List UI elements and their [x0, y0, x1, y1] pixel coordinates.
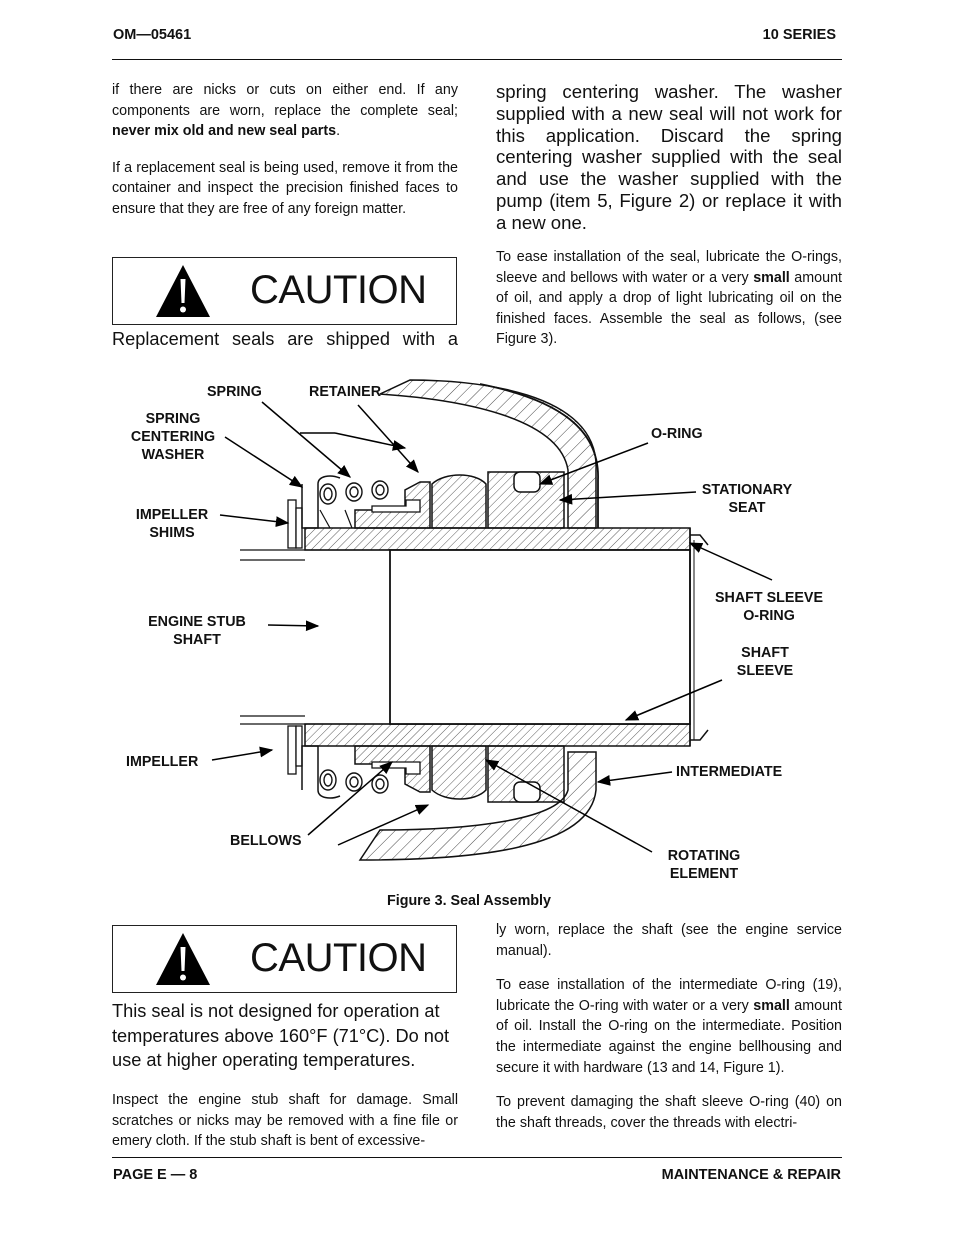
bold-warning: never mix old and new seal parts [112, 123, 337, 140]
paragraph-seal-replacement [112, 80, 458, 142]
caution-box-1 [112, 257, 457, 325]
paragraph-lubricate-seal [496, 247, 842, 350]
paragraph-replace-shaft: ly worn, replace the shaft (see the engine service manual). [496, 922, 842, 959]
section-title: MAINTENANCE & REPAIR [661, 1167, 841, 1183]
right-column-top: spring centering washer. The washer supplied with a new seal will not work for this application. Discard the spring centering washer supplied with the seal and use the washer supplied with the pump (item 5, Figure 2) or replace it with a new one. [496, 81, 842, 233]
o-ring-upper [514, 472, 540, 492]
text-span: To ease installation of the intermediate O-ring (19), lubricate the O-ring with water or a very [496, 977, 842, 1014]
bold-small: small [753, 997, 790, 1014]
paragraph-shaft-sleeve-o-ring: To prevent damaging the shaft sleeve O-ring (40) on the shaft threads, cover the threads with electri- [496, 1094, 842, 1131]
paragraph-intermediate-o-ring [496, 975, 842, 1078]
rotating-element-lower [432, 746, 486, 799]
label-line: SHAFT [173, 631, 221, 648]
label-shaft-sleeve [725, 645, 805, 681]
label-line: ELEMENT [669, 865, 739, 882]
label-stationary-seat [697, 482, 797, 518]
engine-stub-shaft [390, 550, 690, 724]
paragraph-inspect-faces: If a replacement seal is being used, remove it from the container and inspect the precision finished faces to ensure that they are free of any foreign matter. [112, 159, 458, 217]
shaft-sleeve-upper [305, 528, 690, 550]
label-intermediate: INTERMEDIATE [676, 764, 783, 780]
text-span: amount of oil, and apply a drop of light lubricating oil on the finished faces. Assemble the seal as follows, (see Figure 3). [496, 269, 842, 348]
label-line: WASHER [141, 446, 205, 463]
spring-coils-upper [320, 481, 388, 504]
label-line: CENTERING [130, 428, 216, 445]
text-span: if there are nicks or cuts on either end. If any components are worn, replace the complete seal; [112, 82, 458, 119]
caution-label: CAUTION [250, 268, 427, 312]
label-rotating-element [656, 848, 752, 884]
label-line: ROTATING [667, 848, 741, 864]
left-column-top [112, 80, 458, 220]
label-line: ENGINE STUB [148, 614, 246, 630]
label-o-ring: O-RING [651, 426, 703, 442]
impeller-shims-upper [288, 500, 296, 548]
label-engine-stub-shaft [142, 614, 252, 650]
label-retainer: RETAINER [309, 384, 382, 400]
label-impeller-shims [132, 507, 212, 543]
label-line: SHAFT [741, 645, 789, 661]
figure-caption: Figure 3. Seal Assembly [387, 893, 551, 909]
label-spring: SPRING [207, 384, 262, 400]
caution-label: CAUTION [250, 936, 427, 980]
label-line: STATIONARY [701, 482, 793, 498]
text-span: To ease installation of the seal, lubricate the O-rings, sleeve and bellows with water or a very [496, 249, 842, 286]
header-rule [112, 59, 842, 60]
bold-small: small [753, 269, 790, 286]
label-bellows: BELLOWS [230, 833, 302, 849]
label-line: SLEEVE [736, 662, 794, 679]
paragraph-inspect-stub-shaft: Inspect the engine stub shaft for damage. Small scratches or nicks may be removed with a fine file or emery cloth. If the stub shaft is bent of excessive- [112, 1092, 458, 1150]
label-spring-centering-washer [126, 411, 220, 464]
label-line: O-RING [743, 607, 795, 624]
warning-triangle-icon [154, 931, 212, 987]
label-line: IMPELLER [135, 507, 209, 523]
right-column-bottom [496, 920, 842, 1133]
footer-rule [112, 1157, 842, 1158]
impeller-shims-lower [288, 726, 296, 774]
label-line: SEAT [728, 499, 766, 516]
o-ring-lower [514, 782, 540, 802]
bellows-upper [372, 500, 420, 512]
caution-2-text: This seal is not designed for operation at temperatures above 160°F (71°C). Do not use at higher operating temperatures. [112, 1001, 450, 1070]
label-line: SHAFT SLEEVE [714, 590, 824, 606]
series-label: 10 SERIES [762, 27, 836, 43]
page-number: PAGE E — 8 [113, 1167, 198, 1183]
rotating-element-upper [432, 475, 486, 528]
label-line: SHIMS [149, 524, 195, 541]
document-id: OM—05461 [113, 27, 192, 43]
label-impeller: IMPELLER [126, 754, 199, 770]
text-span: . [336, 123, 341, 140]
text-span: amount of oil. Install the O-ring on the intermediate. Position the intermediate against the engine bellhousing and secure it with hardware (13 and 14, Figure 1). [496, 997, 842, 1076]
label-line: SPRING [145, 411, 201, 427]
shaft-sleeve-lower [305, 724, 690, 746]
label-shaft-sleeve-o-ring [709, 590, 829, 626]
caution-box-2 [112, 925, 457, 993]
warning-triangle-icon [154, 263, 212, 319]
caution-1-text: Replacement seals are shipped with a [112, 329, 458, 349]
